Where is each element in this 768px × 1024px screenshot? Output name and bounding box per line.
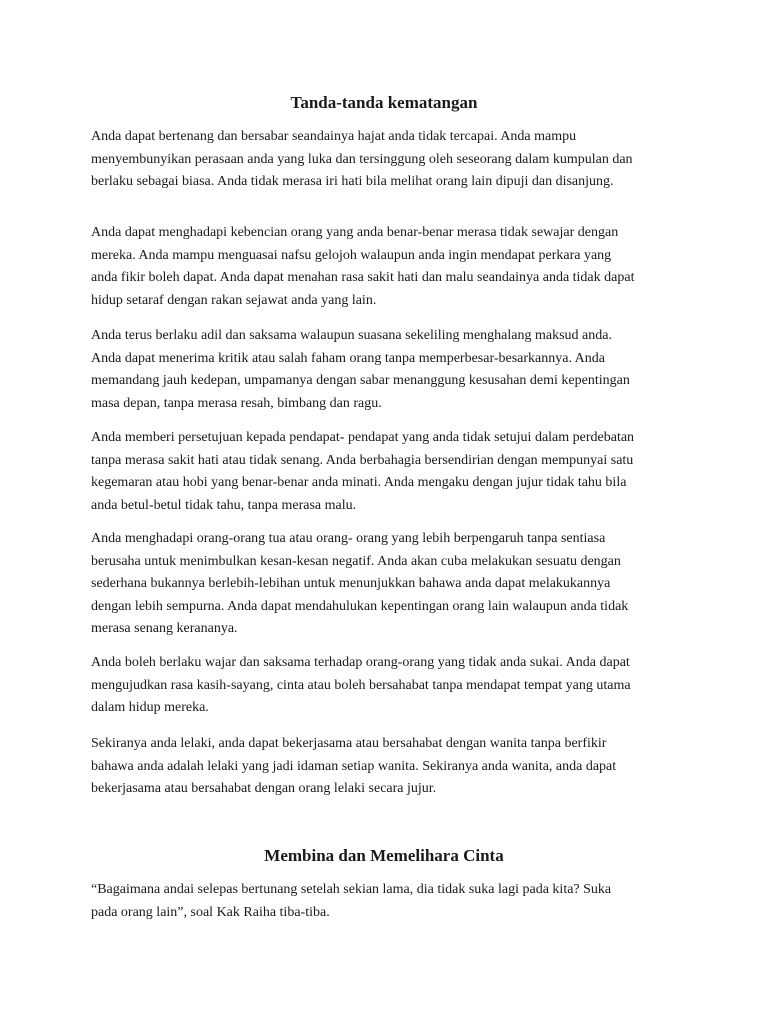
paragraph-3: Anda terus berlaku adil dan saksama walaupun suasana sekeliling menghalang maksud anda. Anda dapat menerima kritik atau salah faham orang tanpa memperbesar-besarkannya. Anda memandang jauh kedepan, umpamanya dengan sabar menanggung kesusahan demi kepentingan masa depan, tanpa merasa resah, bimbang dan ragu. bbox=[91, 328, 630, 411]
paragraph-8: “Bagaimana andai selepas bertunang setelah sekian lama, dia tidak suka lagi pada kita? Suka pada orang lain”, soal Kak Raiha tiba-tiba. bbox=[91, 882, 612, 920]
paragraph-5: Anda menghadapi orang-orang tua atau orang- orang yang lebih berpengaruh tanpa sentiasa berusaha untuk menimbulkan kesan-kesan negatif. Anda akan cuba melakukan sesuatu dengan sederhana bukannya berlebih-lebihan untuk menunjukkan bahawa anda dapat melakukannya dengan lebih sempurna. Anda dapat mendahulukan kepentingan orang lain walaupun anda tidak merasa senang kerananya. bbox=[91, 531, 629, 636]
section-title-tanda-tanda-kematangan: Tanda-tanda kematangan bbox=[290, 93, 478, 112]
section-title-membina-dan-memelihara-cinta: Membina dan Memelihara Cinta bbox=[264, 846, 504, 865]
paragraph-6: Anda boleh berlaku wajar dan saksama terhadap orang-orang yang tidak anda sukai. Anda dapat mengujudkan rasa kasih-sayang, cinta atau boleh bersahabat tanpa mendapat tempat yang utama dalam hidup mereka. bbox=[91, 655, 631, 715]
paragraph-7: Sekiranya anda lelaki, anda dapat bekerjasama atau bersahabat dengan wanita tanpa berfikir bahawa anda adalah lelaki yang jadi idaman setiap wanita. Sekiranya anda wanita, anda dapat bekerjasama atau bersahabat dengan orang lelaki secara jujur. bbox=[91, 736, 617, 796]
paragraph-1: Anda dapat bertenang dan bersabar seandainya hajat anda tidak tercapai. Anda mampu menyembunyikan perasaan anda yang luka dan tersinggung oleh seseorang dalam kumpulan dan berlaku sebagai biasa. Anda tidak merasa iri hati bila melihat orang lain dipuji dan disanjung. bbox=[91, 129, 633, 189]
paragraph-4: Anda memberi persetujuan kepada pendapat- pendapat yang anda tidak setujui dalam perdebatan tanpa merasa sakit hati atau tidak senang. Anda berbahagia bersendirian dengan mempunyai satu kegemaran atau hobi yang benar-benar anda minati. Anda mengaku dengan jujur tidak tahu bila anda betul-betul tidak tahu, tanpa merasa malu. bbox=[91, 430, 635, 513]
paragraph-2: Anda dapat menghadapi kebencian orang yang anda benar-benar merasa tidak sewajar dengan mereka. Anda mampu menguasai nafsu gelojoh walaupun anda ingin mendapat perkara yang anda fikir boleh dapat. Anda dapat menahan rasa sakit hati dan malu seandainya anda tidak dapat hidup setaraf dengan rakan sejawat anda yang lain. bbox=[91, 225, 635, 308]
